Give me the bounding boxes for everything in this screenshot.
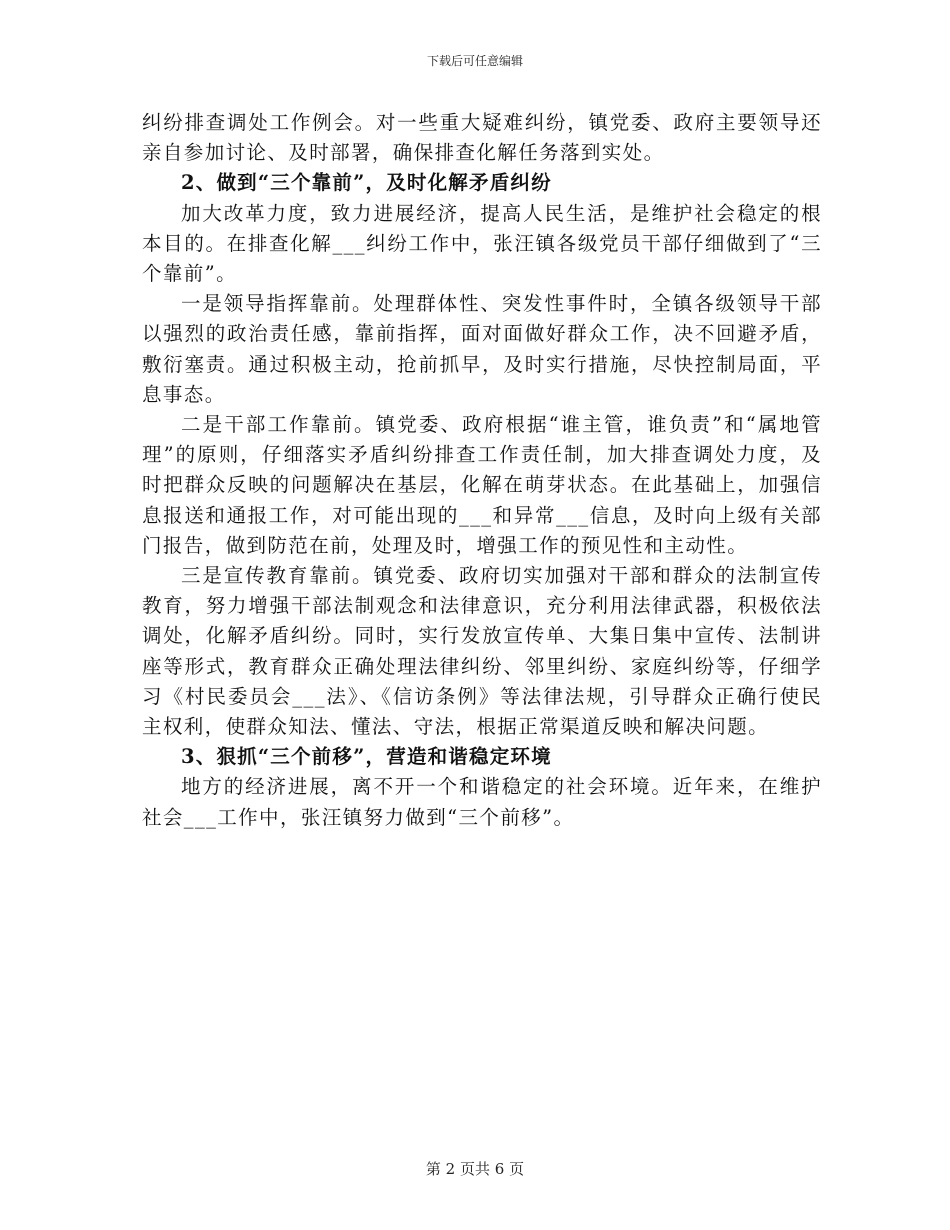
section-heading-3: 3、狠抓“三个前移”，营造和谐稳定环境 [181, 745, 552, 769]
paragraph-cadre-forward: 二是干部工作靠前。镇党委、政府根据“谁主管，谁负责”和“属地管理”的原则，仔细落实矛盾纠纷排查工作责任制，加大排查调处力度，及时把群众反映的问题解决在基层，化解在萌芽状态。在此基础上，加强信息报送和通报工作，对可能出现的___和异常___信息，及时向上级有关部门报告，做到防范在前，处理及时，增强工作的预见性和主动性。 [142, 413, 822, 557]
paragraph-section-2-intro: 加大改革力度，致力进展经济，提高人民生活，是维护社会稳定的根本目的。在排查化解___纠纷工作中，张汪镇各级党员干部仔细做到了“三个靠前”。 [142, 201, 822, 286]
page-header: 下载后可任意编辑 [426, 54, 523, 68]
paragraph-section-3-intro: 地方的经济进展，离不开一个和谐稳定的社会环境。近年来，在维护社会___工作中，张汪镇努力做到“三个前移”。 [142, 775, 822, 829]
document-body [142, 108, 822, 833]
paragraph-education-forward: 三是宣传教育靠前。镇党委、政府切实加强对干部和群众的法制宣传教育，努力增强干部法制观念和法律意识，充分利用法律武器，积极依法调处，化解矛盾纠纷。同时，实行发放宣传单、大集日集中宣传、法制讲座等形式，教育群众正确处理法律纠纷、邻里纠纷、家庭纠纷等，仔细学习《村民委员会___法》、《信访条例》等法律法规，引导群众正确行使民主权利，使群众知法、懂法、守法，根据正常渠道反映和解决问题。 [142, 564, 822, 739]
paragraph-continuation: 纠纷排查调处工作例会。对一些重大疑难纠纷，镇党委、政府主要领导还亲自参加讨论、及时部署，确保排查化解任务落到实处。 [142, 111, 822, 165]
page-footer: 第 2 页共 6 页 [425, 1160, 525, 1178]
paragraph-leadership-forward: 一是领导指挥靠前。处理群体性、突发性事件时，全镇各级领导干部以强烈的政治责任感，靠前指挥，面对面做好群众工作，决不回避矛盾，敷衍塞责。通过积极主动，抢前抓早，及时实行措施，尽快控制局面，平息事态。 [142, 292, 822, 406]
section-heading-2: 2、做到“三个靠前”，及时化解矛盾纠纷 [181, 171, 552, 195]
